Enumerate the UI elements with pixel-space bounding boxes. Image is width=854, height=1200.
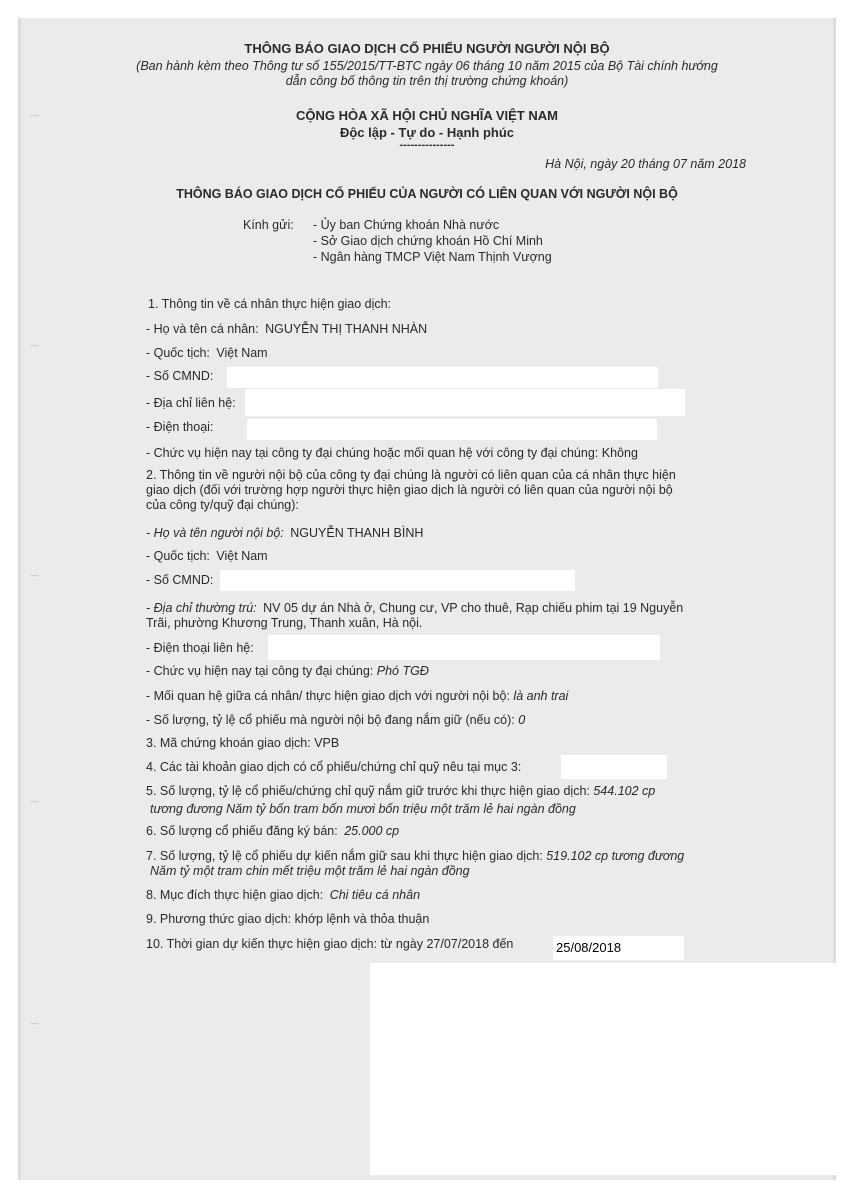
document-subtitle: (Ban hành kèm theo Thông tư số 155/2015/TT-BTC ngày 06 tháng 10 năm 2015 của Bộ Tài chính hướng xyxy=(136,59,718,73)
field-label: - Họ và tên cá nhân: xyxy=(146,322,259,336)
field-label-insider-id: - Số CMND: xyxy=(146,573,214,587)
nation-name: CỘNG HÒA XÃ HỘI CHỦ NGHĨA VIỆT NAM xyxy=(296,108,558,123)
item-9-method: 9. Phương thức giao dịch: khớp lệnh và thỏa thuận xyxy=(146,912,430,926)
field-value: NGUYỄN THANH BÌNH xyxy=(290,526,424,540)
field-row-nationality xyxy=(146,346,268,361)
section2-heading: 2. Thông tin về người nội bộ của công ty đại chúng là người có liên quan của cá nhân thực hiện xyxy=(146,468,676,482)
field-value: Không xyxy=(601,446,638,460)
item-label: 6. Số lượng cổ phiếu đăng ký bán: xyxy=(146,824,338,838)
item-10-end-date: 25/08/2018 xyxy=(556,940,622,955)
item-6-registered-sale xyxy=(146,824,399,839)
redaction-box xyxy=(245,389,685,416)
field-label-insider-phone: - Điện thoại liên hệ: xyxy=(146,641,254,655)
field-value-insider-address: Trãi, phường Khương Trung, Thanh xuân, Hà nội. xyxy=(146,616,423,630)
item-5-holding-before xyxy=(146,784,655,799)
field-value: Việt Nam xyxy=(216,549,268,563)
margin-mark: — xyxy=(30,1018,39,1028)
field-value: là anh trai xyxy=(513,689,569,703)
redaction-box xyxy=(247,419,657,440)
field-row-insider-address xyxy=(146,601,683,616)
item-3-ticker: 3. Mã chứng khoán giao dịch: VPB xyxy=(146,736,340,750)
margin-mark: — xyxy=(30,796,39,806)
recipient-item: - Ủy ban Chứng khoán Nhà nước xyxy=(313,218,500,232)
field-label: - Số lượng, tỷ lệ cổ phiếu mà người nội bộ đang nắm giữ (nếu có): xyxy=(146,713,515,727)
recipients-label: Kính gửi: xyxy=(243,218,294,232)
section1-heading: 1. Thông tin về cá nhân thực hiện giao dịch: xyxy=(148,297,392,311)
redaction-box xyxy=(220,570,575,591)
recipient-item: - Sở Giao dịch chứng khoán Hồ Chí Minh xyxy=(313,234,543,248)
document-date: Hà Nội, ngày 20 tháng 07 năm 2018 xyxy=(545,157,746,171)
item-value: 544.102 cp xyxy=(593,784,656,798)
field-row-insider-position xyxy=(146,664,429,679)
item-10-period-label: 10. Thời gian dự kiến thực hiện giao dịch: từ ngày 27/07/2018 đến xyxy=(146,937,514,951)
field-label-phone: - Điện thoại: xyxy=(146,420,214,434)
field-value: NV 05 dự án Nhà ở, Chung cư, VP cho thuê, Rạp chiếu phim tại 19 Nguyễn xyxy=(263,601,684,615)
field-row-relation xyxy=(146,689,568,704)
field-row-insider-name xyxy=(146,526,423,541)
item-label: 5. Số lượng, tỷ lệ cổ phiếu/chứng chỉ quỹ nắm giữ trước khi thực hiện giao dịch: xyxy=(146,784,590,798)
item-label: 8. Mục đích thực hiện giao dịch: xyxy=(146,888,324,902)
field-row-position xyxy=(146,446,638,461)
signature-redaction xyxy=(370,963,836,1175)
field-label: - Mối quan hệ giữa cá nhân/ thực hiện giao dịch với người nội bộ: xyxy=(146,689,510,703)
document-subtitle: dẫn công bố thông tin trên thị trường chứng khoán) xyxy=(285,74,569,88)
section2-heading: giao dịch (đối với trường hợp người thực hiện giao dịch là người có liên quan của người nội bộ xyxy=(146,483,673,497)
recipient-item: - Ngân hàng TMCP Việt Nam Thịnh Vượng xyxy=(313,250,552,264)
field-row-name xyxy=(146,322,427,337)
item-value: 25.000 cp xyxy=(344,824,400,838)
field-label: - Chức vụ hiện nay tại công ty đại chúng hoặc mối quan hệ với công ty đại chúng: xyxy=(146,446,599,460)
field-value: Phó TGĐ xyxy=(376,664,429,678)
item-4-accounts: 4. Các tài khoản giao dịch có cổ phiếu/chứng chỉ quỹ nêu tại mục 3: xyxy=(146,760,522,774)
item-8-purpose xyxy=(146,888,420,903)
field-value: 0 xyxy=(518,713,526,727)
field-label: - Quốc tịch: xyxy=(146,549,210,563)
field-label: - Quốc tịch: xyxy=(146,346,210,360)
field-label-id: - Số CMND: xyxy=(146,369,214,383)
item-5-equivalent: tương đương Năm tỷ bốn tram bốn mươi bốn triệu một trăm lẻ hai ngàn đồng xyxy=(150,802,576,816)
national-motto: Độc lập - Tự do - Hạnh phúc xyxy=(339,125,515,140)
margin-mark: — xyxy=(30,570,39,580)
item-label: 7. Số lượng, tỷ lệ cổ phiếu dự kiến nắm giữ sau khi thực hiện giao dịch: xyxy=(146,849,543,863)
field-label: - Địa chỉ thường trú: xyxy=(146,601,257,615)
item-7-holding-after xyxy=(146,849,684,864)
field-label: - Họ và tên người nội bộ: xyxy=(146,526,284,540)
item-7-equivalent: Năm tỷ một tram chin mết triệu một trăm lẻ hai ngàn đồng xyxy=(150,864,470,878)
field-value: NGUYỄN THỊ THANH NHÀN xyxy=(265,322,428,336)
field-label: - Chức vụ hiện nay tại công ty đại chúng: xyxy=(146,664,374,678)
field-label-address: - Địa chỉ liên hệ: xyxy=(146,396,236,410)
item-value: 519.102 cp tương đương xyxy=(546,849,685,863)
notice-title: THÔNG BÁO GIAO DỊCH CỔ PHIẾU CỦA NGƯỜI CÓ LIÊN QUAN VỚI NGƯỜI NỘI BỘ xyxy=(176,187,678,201)
margin-mark: — xyxy=(30,340,39,350)
field-row-insider-nationality xyxy=(146,549,268,564)
item-value: Chi tiêu cá nhân xyxy=(329,888,421,902)
redaction-box xyxy=(561,755,667,779)
motto-divider: --------------- xyxy=(399,139,455,151)
document-title: THÔNG BÁO GIAO DỊCH CỔ PHIẾU NGƯỜI NGƯỜI NỘI BỘ xyxy=(244,41,610,56)
field-value: Việt Nam xyxy=(216,346,268,360)
section2-heading: của công ty/quỹ đại chúng): xyxy=(146,498,299,512)
redaction-box xyxy=(227,367,658,388)
field-row-insider-holding xyxy=(146,713,525,728)
redaction-box xyxy=(268,635,660,660)
margin-mark: — xyxy=(30,110,39,120)
